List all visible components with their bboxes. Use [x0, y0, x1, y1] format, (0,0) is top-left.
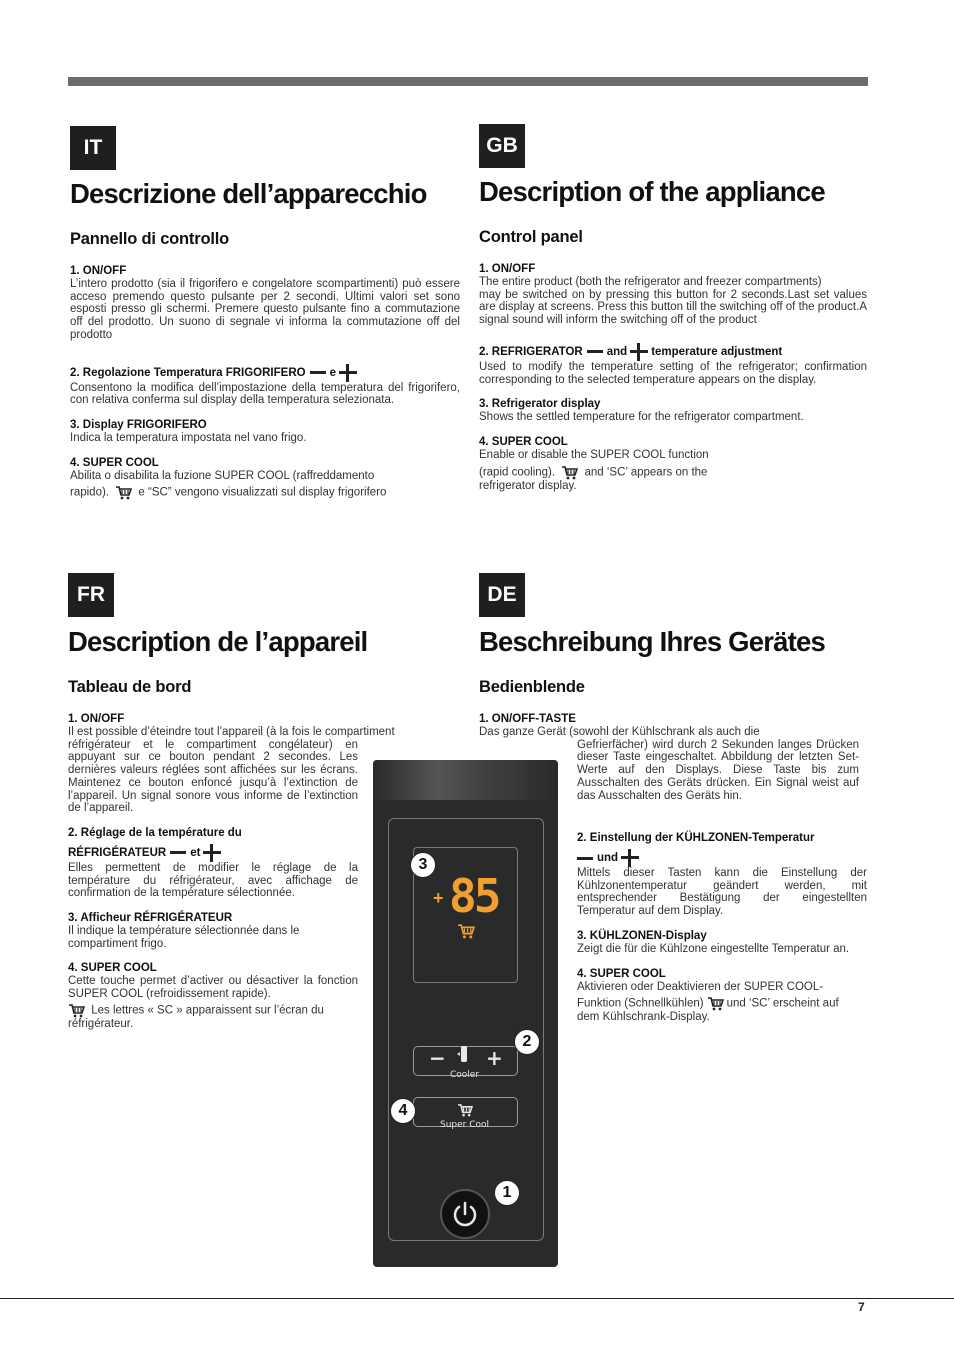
item-text-part: e “SC” vengono visualizzati sul display frigorifero [138, 486, 387, 499]
plus-icon [203, 844, 221, 862]
item-title [479, 343, 867, 361]
item-display [577, 930, 867, 956]
shopping-cart-icon [115, 485, 132, 500]
item-temp-adjustment [479, 343, 867, 386]
bottom-rule [0, 1298, 954, 1299]
item-title-part: et [190, 846, 201, 859]
item-temp-regulation [70, 364, 460, 407]
item-text-part: rapido). [70, 486, 109, 499]
item-title: 4. SUPER COOL [479, 435, 568, 448]
item-text-part: Les lettres « SC » apparaissent sur l’écran du réfrigérateur. [68, 1004, 324, 1030]
item-text: L’intero prodotto (sia il frigorifero e congelatore scompartimenti) può essere acceso premendo questo pulsante per 2 secondi. Ultimi valori set sono esposti presso gli schermi. Premere questo pulsante fino a commutazione off del prodotto. Un suono di segnale vi informa la commutazione off del prodotto [70, 278, 460, 341]
item-title-part: und [597, 852, 619, 865]
item-title: 4. SUPER COOL [70, 456, 159, 469]
item-title: 3. KÜHLZONEN-Display [577, 929, 707, 942]
item-display [68, 912, 358, 950]
section-it [70, 178, 460, 512]
item-text: Das ganze Gerät (sowohl der Kühlschrank als auch die [479, 726, 760, 738]
section-gb [479, 176, 867, 504]
item-temp-regulation [68, 827, 358, 900]
plus-icon [630, 343, 648, 361]
item-title: 4. SUPER COOL [68, 962, 157, 975]
item-title-part: and [606, 345, 628, 358]
item-on-off [479, 263, 867, 327]
item-title [68, 844, 358, 862]
item-temp-regulation [577, 832, 867, 918]
item-text: Enable or disable the SUPER COOL function [479, 448, 709, 461]
lang-badge-gb: GB [479, 124, 525, 168]
item-super-cool [70, 457, 460, 501]
section-subtitle: Control panel [479, 228, 583, 246]
item-text: refrigerator display. [479, 479, 577, 492]
item-text-part: und ‘SC’ erscheint auf [726, 997, 839, 1010]
section-subtitle: Bedienblende [479, 678, 585, 696]
section-subtitle: Tableau de bord [68, 678, 192, 696]
item-text: may be switched on by pressing this button for 2 seconds.Last set values are display at screens. Press this button till the switching off of the product.A signal sound will inform the switching off of the product [479, 288, 867, 327]
item-title-part: RÉFRIGÉRATEUR [68, 846, 167, 859]
item-text-line [577, 996, 867, 1011]
item-text: Indica la temperatura impostata nel vano frigo. [70, 431, 307, 444]
panel-top-gradient [373, 760, 558, 800]
cooler-label: Cooler [450, 1070, 480, 1080]
minus-icon [577, 857, 593, 860]
item-title: 1. ON/OFF [479, 263, 536, 275]
item-text: Cette touche permet d’activer ou désactiver la fonction SUPER COOL (refroidissement rapide). [68, 975, 358, 1001]
display-sign: + [433, 888, 444, 908]
power-icon [450, 1199, 480, 1229]
callout-3: 3 [410, 852, 436, 878]
plus-icon [339, 364, 357, 382]
page-number: 7 [858, 1300, 865, 1314]
cooler-minus-icon[interactable]: − [429, 1046, 446, 1070]
item-title: 3. Refrigerator display [479, 398, 601, 411]
item-title-part: e [329, 366, 336, 379]
item-text: dem Kühlschrank-Display. [577, 1011, 710, 1024]
item-title-part: 2. Regolazione Temperatura FRIGORIFERO [70, 366, 306, 379]
item-display [70, 419, 460, 445]
item-text-part: (rapid cooling). [479, 466, 556, 479]
control-panel-illustration [373, 760, 558, 1267]
item-text: réfrigérateur et le compartiment congélateur) en appuyant sur ce bouton pendant 2 secondes. Les dernières valeurs réglées sont affichées sur les écrans. Maintenez ce bouton enfoncé jusqu’à l’extinction de l’appareil. Un signal sonore vous informe de l’extinction de l’appareil. [68, 738, 358, 815]
power-button[interactable] [440, 1189, 490, 1239]
super-cool-indicator-icon [457, 923, 475, 939]
item-text: Shows the settled temperature for the refrigerator compartment. [479, 411, 804, 424]
item-text: Elles permettent de modifier le réglage de la température du réfrigérateur, avec affichage de confirmation de la température sélectionnée. [68, 861, 358, 900]
item-title-part: temperature adjustment [651, 345, 783, 358]
item-text: The entire product (both the refrigerator and freezer compartments) [479, 276, 822, 288]
thermometer-icon [457, 1045, 471, 1063]
top-rule [68, 77, 868, 86]
item-text-line [68, 1003, 358, 1031]
item-title: 3. Afficheur RÉFRIGÉRATEUR [68, 912, 233, 925]
item-text: Zeigt die für die Kühlzone eingestellte Temperatur an. [577, 942, 850, 955]
minus-icon [170, 851, 186, 854]
item-text: Gefrierfächer) wird durch 2 Sekunden langes Drücken dieser Taste eingeschaltet. Abbildung der letzten Set-Werte auf den Displays. Diese Taste bis zum Ausschalten des Geräts drücken. Ein Signal weist auf das Ausschalten des Geräts hin. [577, 738, 859, 802]
item-title: 1. ON/OFF-TASTE [479, 713, 576, 725]
super-cool-label: Super Cool [440, 1120, 490, 1130]
minus-icon [310, 371, 326, 374]
item-text-line [479, 465, 867, 480]
section-title: Description of the appliance [479, 176, 825, 207]
shopping-cart-icon [457, 1103, 473, 1117]
item-title: 2. Einstellung der KÜHLZONEN-Temperatur [577, 832, 815, 844]
item-text: Aktivieren oder Deaktivieren der SUPER COOL- [577, 980, 824, 993]
section-title: Description de l’appareil [68, 626, 368, 657]
lang-badge-fr: FR [68, 573, 114, 617]
item-title-part: 2. REFRIGERATOR [479, 345, 583, 358]
item-text: Abilita o disabilita la fuzione SUPER COOL (raffreddamento [70, 469, 375, 482]
item-title [577, 849, 867, 867]
shopping-cart-icon [707, 996, 724, 1011]
item-text: Il est possible d’éteindre tout l’appareil (à la fois le compartiment [68, 726, 395, 738]
callout-2: 2 [514, 1029, 540, 1055]
item-text-part: and ‘SC’ appears on the [584, 466, 708, 479]
section-subtitle: Pannello di controllo [70, 230, 229, 248]
item-title: 1. ON/OFF [68, 713, 125, 725]
item-super-cool [577, 968, 867, 1024]
item-text: Mittels dieser Tasten kann die Einstellung der Kühlzonentemperatur geändert werden, mit entsprechender Bestätigung der eingestellten Temperatur auf dem Display. [577, 867, 867, 918]
section-de-continued [577, 832, 867, 1036]
display-value: 85 [449, 869, 499, 923]
minus-icon [587, 350, 603, 353]
item-title: 4. SUPER COOL [577, 967, 666, 980]
item-text: Consentono la modifica dell’impostazione della temperatura del frigorifero, con relativa conferma sul display della temperatura selezionata. [70, 381, 460, 407]
item-text-line [70, 485, 460, 500]
lang-badge-it: IT [70, 126, 116, 170]
item-on-off [70, 265, 460, 342]
cooler-plus-icon[interactable]: + [486, 1046, 503, 1070]
item-super-cool [68, 962, 358, 1030]
item-display [479, 398, 867, 424]
shopping-cart-icon [561, 465, 578, 480]
item-text: Il indique la température sélectionnée dans le compartiment frigo. [68, 925, 300, 950]
item-title: 1. ON/OFF [70, 265, 127, 277]
callout-1: 1 [494, 1180, 520, 1206]
shopping-cart-icon [68, 1003, 85, 1018]
section-fr [68, 626, 395, 1043]
callout-4: 4 [390, 1098, 416, 1124]
item-title [70, 364, 460, 382]
section-title: Descrizione dell’apparecchio [70, 178, 427, 209]
lang-badge-de: DE [479, 573, 525, 617]
item-title: 3. Display FRIGORIFERO [70, 418, 207, 431]
plus-icon [621, 849, 639, 867]
section-title: Beschreibung Ihres Gerätes [479, 626, 826, 657]
item-title: 2. Réglage de la température du [68, 826, 242, 839]
item-on-off [68, 713, 395, 815]
item-text-part: Funktion (Schnellkühlen) [577, 997, 704, 1010]
item-text: Used to modify the temperature setting of the refrigerator; confirmation corresponding to the selected temperature appears on the display. [479, 360, 867, 386]
item-super-cool [479, 436, 867, 492]
